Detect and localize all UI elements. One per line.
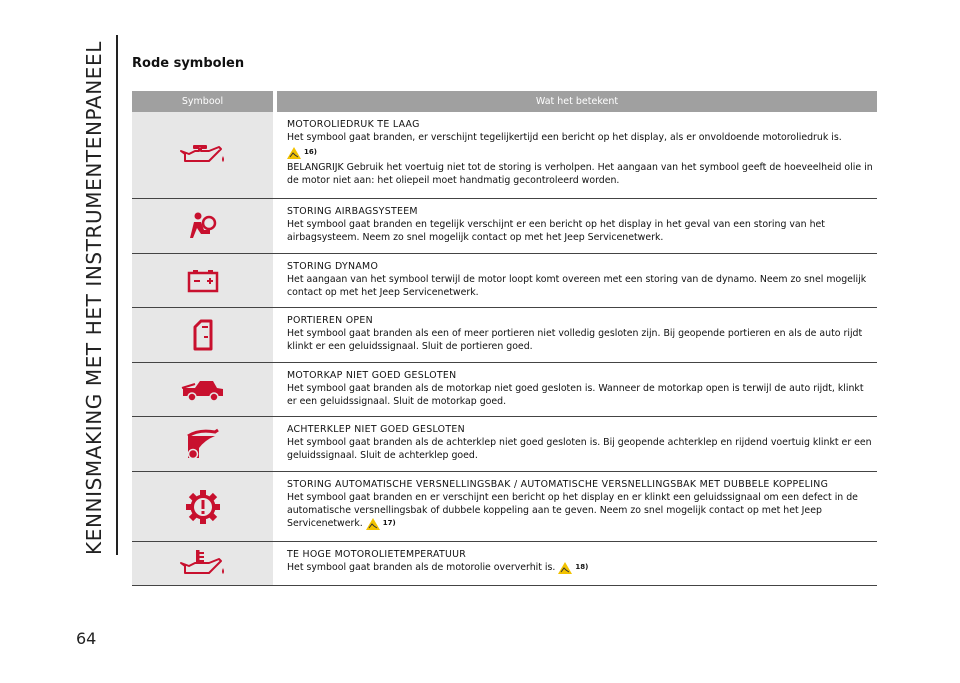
- symbol-cell: [132, 542, 273, 585]
- row-body: Het symbool gaat branden en tegelijk verschijnt er een bericht op het display in het geval van een storing van het airbagsysteem. Neem zo snel mogelijk contact op met het Jeep Servicenetwerk.: [287, 219, 825, 243]
- symbol-cell: [132, 254, 273, 307]
- table-row: [132, 254, 877, 308]
- row-body: Het aangaan van het symbool terwijl de motor loopt komt overeen met een storing van de dynamo. Neem zo snel mogelijk contact op met het Jeep Servicenetwerk.: [287, 274, 867, 298]
- warning-triangle-icon: [287, 147, 301, 159]
- meaning-cell: [277, 472, 877, 541]
- table-row: [132, 363, 877, 417]
- hood-open-icon: [181, 378, 225, 402]
- row-body-important: BELANGRIJK Gebruik het voertuig niet tot de storing is verholpen. Het aangaan van het symbool geeft de hoeveelheid olie in de motor niet aan: het oliepeil moet handmatig gecontroleerd worden.: [287, 162, 873, 186]
- warning-reference[interactable]: [558, 561, 588, 574]
- column-header-meaning: Wat het betekent: [277, 91, 877, 112]
- oil-pressure-icon: [179, 142, 227, 168]
- row-title: ACHTERKLEP NIET GOED GESLOTEN: [287, 424, 465, 435]
- warning-number: 17): [382, 519, 396, 527]
- row-title: MOTORKAP NIET GOED GESLOTEN: [287, 370, 457, 381]
- side-chapter-title: KENNISMAKING MET HET INSTRUMENTENPANEEL: [82, 41, 106, 555]
- meaning-cell: [277, 112, 877, 198]
- table-row: [132, 472, 877, 542]
- row-body-wrap: [287, 491, 873, 530]
- symbol-cell: [132, 112, 273, 198]
- row-body: Het symbool gaat branden als de motorolie oververhit is.: [287, 562, 556, 573]
- airbag-icon: [188, 211, 218, 241]
- row-body: Het symbool gaat branden en er verschijnt een bericht op het display en er klinkt een geluidssignaal om een defect in de automatische versnellingsbak of dubbele koppeling aan te geven. Neem zo snel mogelijk contact op met het Jeep Servicenetwerk.: [287, 492, 858, 529]
- meaning-cell: [277, 308, 877, 362]
- table-row: [132, 308, 877, 363]
- symbol-cell: [132, 363, 273, 416]
- symbol-cell: [132, 308, 273, 362]
- warning-reference[interactable]: [366, 517, 396, 530]
- meaning-cell: [277, 254, 877, 307]
- symbol-cell: [132, 472, 273, 541]
- warning-triangle-icon: [366, 518, 380, 530]
- meaning-cell: [277, 542, 877, 585]
- table-row: [132, 199, 877, 254]
- row-body: Het symbool gaat branden als een of meer portieren niet volledig gesloten zijn. Bij geopende portieren en als de auto rijdt klinkt er een geluidssignaal. Sluit de portieren goed.: [287, 328, 863, 352]
- column-header-symbol: Symbool: [132, 91, 273, 112]
- row-title: TE HOGE MOTOROLIETEMPERATUUR: [287, 549, 467, 560]
- side-divider: [116, 35, 118, 555]
- table-row: [132, 417, 877, 472]
- table-row: [132, 112, 877, 199]
- row-body: Het symbool gaat branden als de motorkap niet goed gesloten is. Wanneer de motorkap open is terwijl de auto rijdt, klinkt er een geluidssignaal. Sluit de motorkap goed.: [287, 383, 864, 407]
- warning-reference[interactable]: [287, 144, 873, 161]
- row-title: STORING AIRBAGSYSTEEM: [287, 206, 418, 217]
- symbol-cell: [132, 417, 273, 471]
- warning-number: 16): [304, 148, 317, 156]
- table-row: [132, 542, 877, 586]
- oil-temperature-icon: [179, 549, 227, 579]
- symbol-cell: [132, 199, 273, 253]
- page-number: 64: [76, 629, 97, 648]
- row-title: STORING DYNAMO: [287, 261, 379, 272]
- transmission-fault-icon: [186, 490, 220, 524]
- warning-number: 18): [575, 563, 589, 571]
- symbol-table: [132, 91, 877, 586]
- row-body: Het symbool gaat branden als de achterklep niet goed gesloten is. Bij geopende achterklep en rijdend voertuig klinkt er een geluidssignaal. Sluit de achterklep goed.: [287, 437, 872, 461]
- warning-triangle-icon: [558, 562, 572, 574]
- row-body: Het symbool gaat branden, er verschijnt tegelijkertijd een bericht op het display, als er onvoldoende motoroliedruk is.: [287, 132, 842, 143]
- meaning-cell: [277, 363, 877, 416]
- battery-icon: [187, 269, 219, 293]
- section-heading: Rode symbolen: [132, 56, 245, 71]
- row-title: PORTIEREN OPEN: [287, 315, 373, 326]
- meaning-cell: [277, 199, 877, 253]
- row-body-wrap: [287, 561, 873, 574]
- meaning-cell: [277, 417, 877, 471]
- table-header: [132, 91, 877, 112]
- row-title: STORING AUTOMATISCHE VERSNELLINGSBAK / AUTOMATISCHE VERSNELLINGSBAK MET DUBBELE KOPPELING: [287, 479, 829, 490]
- door-open-icon: [192, 319, 214, 351]
- tailgate-open-icon: [185, 426, 221, 462]
- row-title: MOTOROLIEDRUK TE LAAG: [287, 119, 420, 130]
